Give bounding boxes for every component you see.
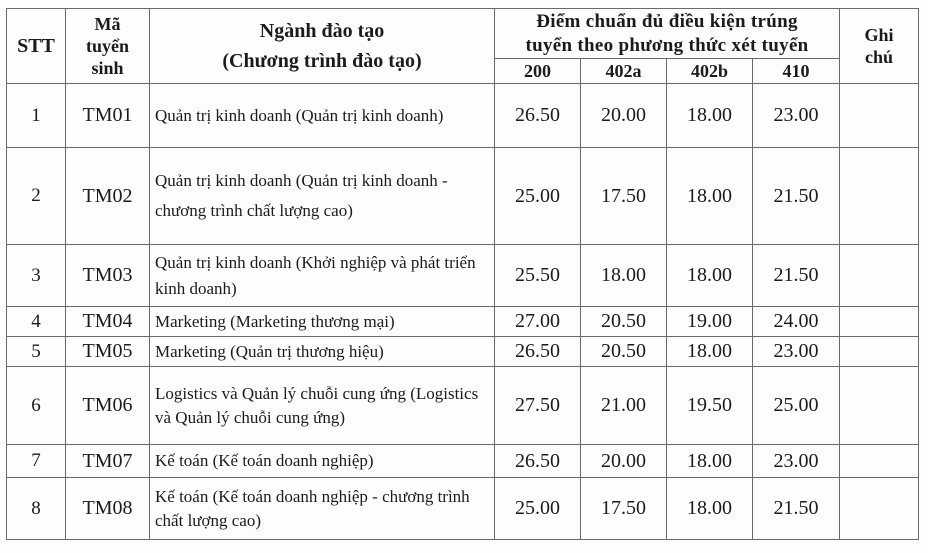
table-row	[7, 367, 919, 445]
cell-note	[840, 478, 919, 540]
header-stt	[7, 9, 66, 84]
cell-code: TM03	[66, 245, 150, 307]
cell-score-410: 21.50	[753, 148, 840, 245]
cell-score-402b: 18.00	[667, 337, 753, 367]
cell-major: Logistics và Quản lý chuỗi cung ứng (Logistics và Quản lý chuỗi cung ứng)	[150, 367, 495, 445]
cell-major: Kế toán (Kế toán doanh nghiệp - chương trình chất lượng cao)	[150, 478, 495, 540]
cell-major: Kế toán (Kế toán doanh nghiệp)	[150, 445, 495, 478]
cell-score-410: 21.50	[753, 245, 840, 307]
header-method-410: 410	[753, 59, 840, 84]
table-row	[7, 148, 919, 245]
cell-note	[840, 84, 919, 148]
table-row	[7, 337, 919, 367]
cell-code: TM01	[66, 84, 150, 148]
cell-stt: 1	[7, 84, 66, 148]
table-row	[7, 445, 919, 478]
cell-major: Quản trị kinh doanh (Quản trị kinh doanh - chương trình chất lượng cao)	[150, 148, 495, 245]
cell-major: Marketing (Marketing thương mại)	[150, 307, 495, 337]
cell-score-402b: 18.00	[667, 245, 753, 307]
cell-stt: 7	[7, 445, 66, 478]
header-code-line3: sinh	[91, 58, 124, 78]
cell-score-410: 23.00	[753, 445, 840, 478]
header-method-402a: 402a	[581, 59, 667, 84]
header-note-line2: chú	[865, 47, 894, 67]
cell-score-402a: 20.00	[581, 445, 667, 478]
cell-code: TM02	[66, 148, 150, 245]
cell-score-402a: 20.50	[581, 307, 667, 337]
cell-score-410: 24.00	[753, 307, 840, 337]
cell-stt: 6	[7, 367, 66, 445]
header-major-line2: (Chương trình đào tạo)	[222, 50, 422, 72]
cell-code: TM04	[66, 307, 150, 337]
cell-score-200: 25.50	[495, 245, 581, 307]
cell-score-402a: 20.50	[581, 337, 667, 367]
header-major-line1: Ngành đào tạo	[259, 20, 385, 42]
cell-score-200: 27.00	[495, 307, 581, 337]
header-method-402b: 402b	[667, 59, 753, 84]
cell-note	[840, 148, 919, 245]
cell-score-402b: 19.00	[667, 307, 753, 337]
header-note	[840, 9, 919, 84]
cell-score-402a: 17.50	[581, 148, 667, 245]
cell-stt: 5	[7, 337, 66, 367]
cell-code: TM08	[66, 478, 150, 540]
cell-note	[840, 245, 919, 307]
cell-score-200: 26.50	[495, 84, 581, 148]
header-note-line1: Ghi	[864, 25, 894, 45]
header-row-top	[7, 9, 919, 59]
header-score-line2: tuyển theo phương thức xét tuyển	[525, 34, 809, 56]
cell-score-410: 23.00	[753, 84, 840, 148]
cell-major: Quản trị kinh doanh (Quản trị kinh doanh)	[150, 84, 495, 148]
cell-score-410: 25.00	[753, 367, 840, 445]
table-row	[7, 245, 919, 307]
cell-score-402b: 18.00	[667, 148, 753, 245]
header-score-line1: Điểm chuẩn đủ điều kiện trúng	[536, 10, 798, 32]
header-code-line2: tuyển	[85, 36, 129, 56]
cell-score-200: 26.50	[495, 445, 581, 478]
cell-code: TM05	[66, 337, 150, 367]
header-stt-text: STT	[17, 35, 55, 57]
cell-stt: 2	[7, 148, 66, 245]
cell-score-402b: 18.00	[667, 84, 753, 148]
cell-score-402b: 18.00	[667, 445, 753, 478]
cell-score-200: 25.00	[495, 148, 581, 245]
header-code	[66, 9, 150, 84]
admission-score-table	[6, 8, 919, 540]
cell-score-402a: 17.50	[581, 478, 667, 540]
cell-code: TM06	[66, 367, 150, 445]
cell-stt: 8	[7, 478, 66, 540]
cell-code: TM07	[66, 445, 150, 478]
cell-score-200: 27.50	[495, 367, 581, 445]
cell-score-402a: 20.00	[581, 84, 667, 148]
cell-score-402a: 21.00	[581, 367, 667, 445]
cell-note	[840, 445, 919, 478]
cell-stt: 3	[7, 245, 66, 307]
cell-score-402b: 19.50	[667, 367, 753, 445]
table-row	[7, 478, 919, 540]
cell-major: Marketing (Quản trị thương hiệu)	[150, 337, 495, 367]
cell-score-200: 26.50	[495, 337, 581, 367]
cell-score-200: 25.00	[495, 478, 581, 540]
table-row	[7, 84, 919, 148]
cell-score-402a: 18.00	[581, 245, 667, 307]
header-method-200: 200	[495, 59, 581, 84]
header-score-group	[495, 9, 840, 59]
cell-score-410: 21.50	[753, 478, 840, 540]
cell-score-410: 23.00	[753, 337, 840, 367]
table-row	[7, 307, 919, 337]
cell-note	[840, 337, 919, 367]
cell-score-402b: 18.00	[667, 478, 753, 540]
header-code-line1: Mã	[94, 14, 121, 34]
header-major	[150, 9, 495, 84]
cell-note	[840, 367, 919, 445]
cell-major: Quản trị kinh doanh (Khởi nghiệp và phát triển kinh doanh)	[150, 245, 495, 307]
cell-note	[840, 307, 919, 337]
cell-stt: 4	[7, 307, 66, 337]
